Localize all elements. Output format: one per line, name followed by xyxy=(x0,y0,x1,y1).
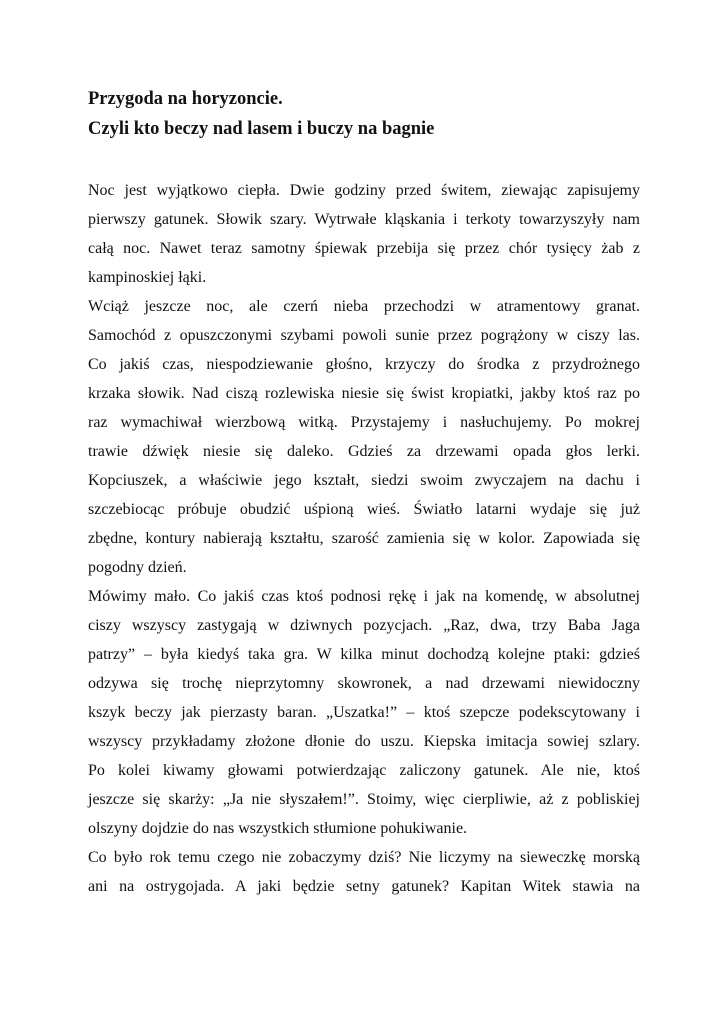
text-line: pierwszy gatunek. Słowik szary. Wytrwałe kląskania i terkoty towarzyszyły nam xyxy=(88,211,640,228)
text-line: ani na ostrygojada. A jaki będzie setny gatunek? Kapitan Witek stawia na xyxy=(88,878,640,895)
text-line: odzywa się trochę nieprzytomny skowronek, a nad drzewami niewidoczny xyxy=(88,675,640,692)
text-line: trawie dźwięk niesie się daleko. Gdzieś za drzewami opada głos lerki. xyxy=(88,443,640,460)
text-line: wszyscy przykładamy złożone dłonie do uszu. Kiepska imitacja sowiej szlary. xyxy=(88,733,640,750)
paragraph-2 xyxy=(88,292,640,582)
text-line: Co jakiś czas, niespodziewanie głośno, krzyczy do środka z przydrożnego xyxy=(88,356,640,373)
text-line: zbędne, kontury nabierają kształtu, szarość zamienia się w kolor. Zapowiada się xyxy=(88,530,640,547)
text-line: Po kolei kiwamy głowami potwierdzając zaliczony gatunek. Ale nie, ktoś xyxy=(88,762,640,779)
title-line-1: Przygoda na horyzoncie. xyxy=(88,89,283,109)
text-line: patrzy” – była kiedyś taka gra. W kilka minut dochodzą kolejne ptaki: gdzieś xyxy=(88,646,640,663)
text-line: Co było rok temu czego nie zobaczymy dziś? Nie liczymy na sieweczkę morską xyxy=(88,849,640,866)
document-page xyxy=(88,84,640,901)
text-line: całą noc. Nawet teraz samotny śpiewak przebija się przez chór tysięcy żab z xyxy=(88,240,640,257)
text-line: Mówimy mało. Co jakiś czas ktoś podnosi rękę i jak na komendę, w absolutnej xyxy=(88,588,640,605)
title-spacer xyxy=(88,144,640,176)
paragraph-1 xyxy=(88,176,640,292)
text-line: szczebiocąc próbuje obudzić uśpioną wieś. Światło latarni wydaje się już xyxy=(88,501,640,518)
text-line: raz wymachiwał wierzbową witką. Przystajemy i nasłuchujemy. Po mokrej xyxy=(88,414,640,431)
text-line: krzaka słowik. Nad ciszą rozlewiska niesie się świst kropiatki, jakby ktoś raz po xyxy=(88,385,640,402)
text-line: Kopciuszek, a właściwie jego kształt, siedzi swoim zwyczajem na dachu i xyxy=(88,472,640,489)
text-line: ciszy wszyscy zastygają w dziwnych pozycjach. „Raz, dwa, trzy Baba Jaga xyxy=(88,617,640,634)
paragraph-4 xyxy=(88,843,640,901)
text-line: olszyny dojdzie do nas wszystkich stłumione pohukiwanie. xyxy=(88,820,468,837)
text-line: Wciąż jeszcze noc, ale czerń nieba przechodzi w atramentowy granat. xyxy=(88,298,640,315)
text-line: Samochód z opuszczonymi szybami powoli sunie przez pogrążony w ciszy las. xyxy=(88,327,640,344)
text-line: pogodny dzień. xyxy=(88,559,187,576)
title-line-2: Czyli kto beczy nad lasem i buczy na bagnie xyxy=(88,119,435,139)
text-line: jeszcze się skarży: „Ja nie słyszałem!”. Stoimy, więc cierpliwie, aż z pobliskiej xyxy=(88,791,640,808)
text-line: kampinoskiej łąki. xyxy=(88,269,207,286)
paragraph-3 xyxy=(88,582,640,843)
text-line: Noc jest wyjątkowo ciepła. Dwie godziny przed świtem, ziewając zapisujemy xyxy=(88,182,640,199)
text-line: kszyk beczy jak pierzasty baran. „Uszatka!” – ktoś szepcze podekscytowany i xyxy=(88,704,640,721)
